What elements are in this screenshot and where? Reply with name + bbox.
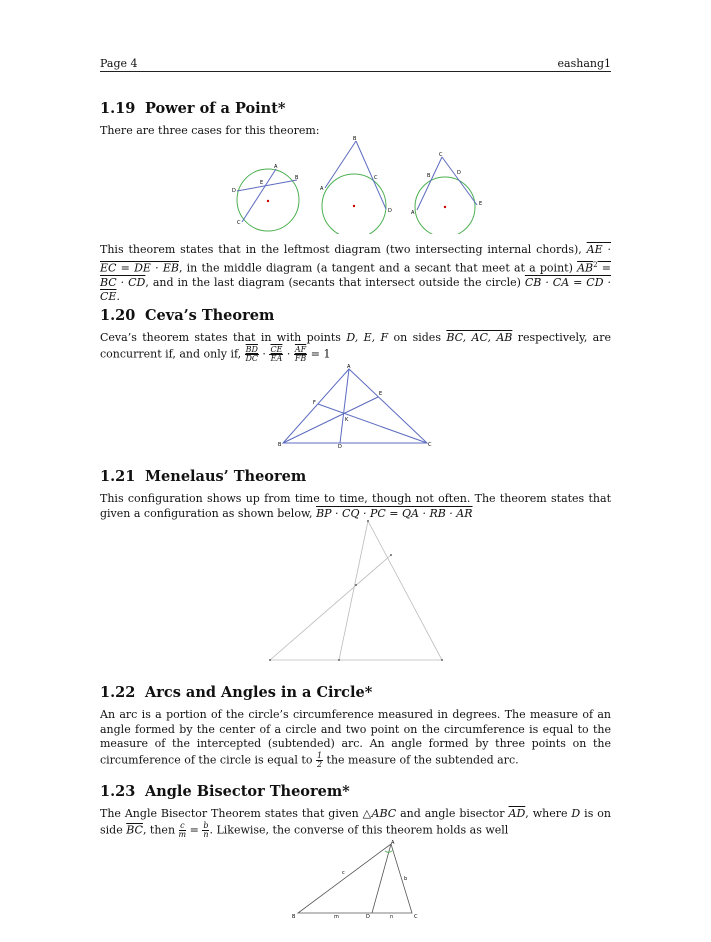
menelaus-figure: [262, 515, 452, 665]
label-D: D: [232, 188, 236, 194]
label-C: C: [428, 442, 432, 448]
label-b: b: [404, 876, 408, 882]
section-1-22-body: An arc is a portion of the circle’s circumference measured in degrees. The measure of an angle formed by the center of a circle and two point on the circumference is equal to the measure of the intercepted (subtended) arc. An angle formed by three points on the circumference of the circle is equal to $\frac{1}{2}$ the measure of the subtended arc.: [100, 708, 611, 769]
angle-bisector-figure: [290, 838, 425, 924]
label-A: A: [274, 164, 278, 170]
label-F: F: [313, 400, 316, 406]
section-heading-1-23: 1.23 Angle Bisector Theorem*: [100, 783, 350, 800]
diagram-two-secants: [411, 152, 482, 234]
section-1-21-body: This configuration shows up from time to time, though not often. The theorem states that given a configuration as shown below, BP · CQ · PC = QA · RB · AR: [100, 492, 611, 520]
label-B: B: [292, 914, 296, 920]
label-B: B: [278, 442, 282, 448]
page-number: Page 4: [100, 57, 138, 70]
page-header: [100, 57, 611, 72]
author-name: eashang1: [557, 57, 611, 70]
section-heading-1-19: 1.19 Power of a Point*: [100, 100, 286, 117]
label-A: A: [391, 840, 395, 846]
label-B: B: [353, 136, 357, 142]
label-m: m: [334, 914, 339, 920]
section-heading-1-22: 1.22 Arcs and Angles in a Circle*: [100, 684, 373, 701]
section-1-20-body: Ceva’s theorem states that in with points D, E, F on sides BC, AC, AB respectively, are concurrent if, and only if, $\frac{\overline{BD}}{DC}$ · $\frac{\overline{CE}}{EA}$ · $\frac{\overline{AF}}{FB}$ = 1: [100, 331, 612, 363]
section-1-23-body: The Angle Bisector Theorem states that given △ABC and angle bisector $\overline{AD}$, where D is on side $\overline{BC}$, then $\frac{c}{m}$ = $\frac{b}{n}$ . Likewise, the converse of this theorem holds as well: [100, 807, 611, 839]
label-A: A: [347, 364, 351, 370]
label-E: E: [479, 201, 483, 207]
label-B: B: [295, 175, 299, 181]
diagram-intersecting-chords: [232, 164, 299, 231]
section-1-19-intro: There are three cases for this theorem:: [100, 124, 320, 137]
label-A: A: [411, 210, 415, 216]
label-E: E: [379, 391, 383, 397]
section-heading-1-21: 1.21 Menelaus’ Theorem: [100, 468, 307, 485]
label-D: D: [366, 914, 370, 920]
label-C: C: [237, 220, 241, 226]
diagram-tangent-secant: [320, 136, 392, 234]
label-n: n: [390, 914, 394, 920]
label-A: A: [320, 186, 324, 192]
ceva-figure: [275, 362, 440, 452]
power-of-point-figure: [225, 132, 495, 234]
label-C: C: [374, 175, 378, 181]
label-D: D: [338, 444, 342, 450]
label-K: K: [345, 417, 349, 423]
label-c: c: [342, 870, 345, 876]
label-E: E: [260, 180, 264, 186]
label-D: D: [457, 170, 461, 176]
label-C: C: [414, 914, 418, 920]
label-D: D: [388, 208, 392, 214]
label-B: B: [427, 173, 431, 179]
section-heading-1-20: 1.20 Ceva’s Theorem: [100, 307, 275, 324]
label-C: C: [439, 152, 443, 158]
section-1-19-body: This theorem states that in the leftmost diagram (two intersecting internal chords), AE · EC = DE · EB, in the middle diagram (a tangent and a secant that meet at a point) $\overline{AB}^2$ = BC · CD, and in the last diagram (secants that intersect outside the circle) CB · CA = CD · CE.: [100, 243, 612, 304]
